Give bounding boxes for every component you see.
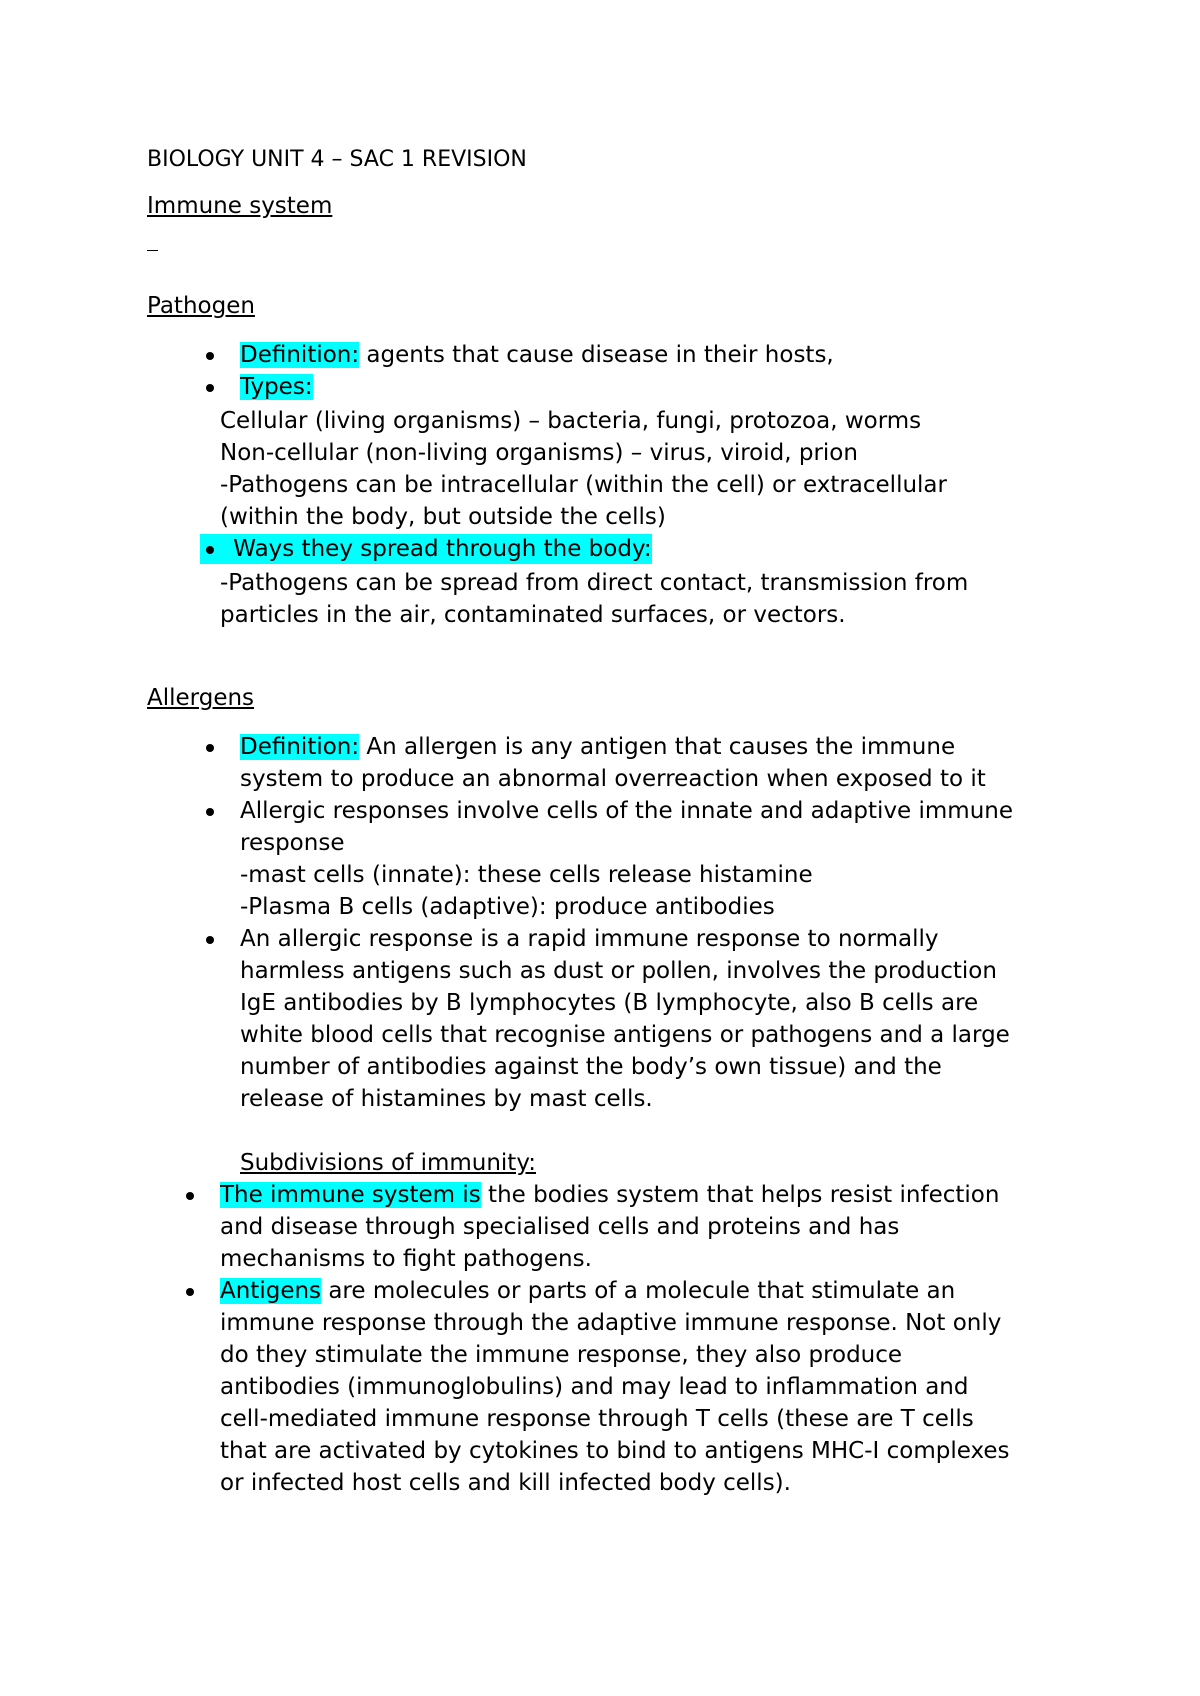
section-heading-allergens: Allergens	[147, 685, 255, 711]
immune-system-definition	[220, 1180, 999, 1210]
text-line: mechanisms to fight pathogens.	[220, 1246, 592, 1272]
text-line: do they stimulate the immune response, they also produce	[220, 1342, 903, 1368]
text-line: Allergic responses involve cells of the innate and adaptive immune	[240, 798, 1014, 824]
definition-text: are molecules or parts of a molecule that stimulate an	[321, 1278, 956, 1304]
highlight-label: Ways they spread through the body:	[226, 536, 652, 562]
text-line: Cellular (living organisms) – bacteria, fungi, protozoa, worms	[220, 408, 922, 434]
text-line: and disease through specialised cells and proteins and has	[220, 1214, 900, 1240]
text-line: release of histamines by mast cells.	[240, 1086, 653, 1112]
bullet-dot	[206, 744, 214, 752]
highlight-label: Types:	[240, 374, 313, 400]
document-title: BIOLOGY UNIT 4 – SAC 1 REVISION	[147, 147, 527, 172]
text-line: antibodies (immunoglobulins) and may lead to inflammation and	[220, 1374, 969, 1400]
pathogen-definition	[240, 340, 834, 370]
text-line: -mast cells (innate): these cells release histamine	[240, 862, 813, 888]
text-line: (within the body, but outside the cells)	[220, 504, 666, 530]
text-line: white blood cells that recognise antigens or pathogens and a large	[240, 1022, 1010, 1048]
pathogen-spread	[200, 534, 652, 564]
bullet-dot	[186, 1288, 194, 1296]
text-line: immune response through the adaptive immune response. Not only	[220, 1310, 1002, 1336]
text-line: -Plasma B cells (adaptive): produce antibodies	[240, 894, 775, 920]
bullet-dot	[206, 546, 214, 554]
definition-text: the bodies system that helps resist infection	[480, 1182, 1000, 1208]
pathogen-types	[240, 372, 313, 402]
text-line: response	[240, 830, 345, 856]
text-line: or infected host cells and kill infected body cells).	[220, 1470, 791, 1496]
highlight-label: The immune system is	[220, 1182, 481, 1208]
text-line: system to produce an abnormal overreaction when exposed to it	[240, 766, 986, 792]
text-line: particles in the air, contaminated surfaces, or vectors.	[220, 602, 846, 628]
section-heading-pathogen: Pathogen	[147, 293, 255, 319]
text-line: -Pathogens can be spread from direct contact, transmission from	[220, 570, 969, 596]
text-line: -Pathogens can be intracellular (within the cell) or extracellular	[220, 472, 947, 498]
definition-text: agents that cause disease in their hosts,	[359, 342, 834, 368]
section-heading-subdivisions: Subdivisions of immunity:	[240, 1150, 537, 1176]
text-line: cell-mediated immune response through T cells (these are T cells	[220, 1406, 974, 1432]
text-line: IgE antibodies by B lymphocytes (B lymphocyte, also B cells are	[240, 990, 979, 1016]
bullet-dot	[206, 936, 214, 944]
bullet-dot	[206, 352, 214, 360]
text-line: An allergic response is a rapid immune response to normally	[240, 926, 939, 952]
text-line: number of antibodies against the body’s own tissue) and the	[240, 1054, 942, 1080]
text-line: that are activated by cytokines to bind to antigens MHC-I complexes	[220, 1438, 1010, 1464]
text-line: harmless antigens such as dust or pollen, involves the production	[240, 958, 997, 984]
highlight-label: Antigens	[220, 1278, 322, 1304]
highlight-label: Definition:	[240, 734, 360, 760]
stray-underline-mark	[147, 250, 158, 251]
bullet-dot	[206, 808, 214, 816]
section-heading-immune-system: Immune system	[147, 193, 333, 219]
definition-text: An allergen is any antigen that causes the immune	[359, 734, 956, 760]
allergen-definition	[240, 732, 955, 762]
bullet-dot	[186, 1192, 194, 1200]
bullet-dot	[206, 384, 214, 392]
antigens-definition	[220, 1276, 955, 1306]
highlight-label: Definition:	[240, 342, 360, 368]
text-line: Non-cellular (non-living organisms) – virus, viroid, prion	[220, 440, 858, 466]
